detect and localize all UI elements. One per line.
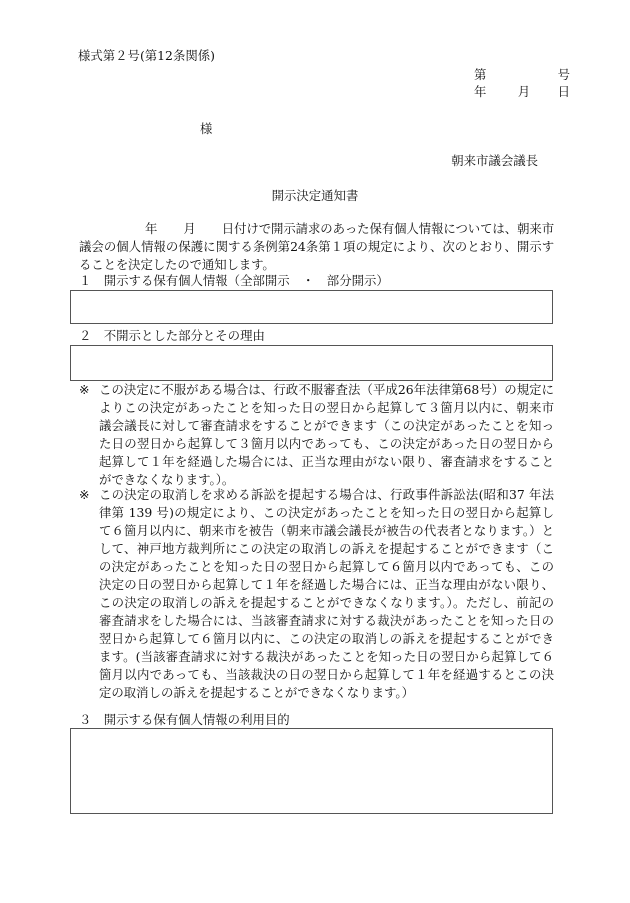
form-number: 様式第２号(第12条関係)	[78, 48, 215, 63]
intro-month: 月	[183, 221, 196, 236]
document-number-suffix: 号	[557, 67, 570, 82]
sender-name: 朝来市議会議長	[451, 153, 538, 168]
section-2-heading: ２ 不開示とした部分とその理由	[79, 328, 265, 343]
section-3-field[interactable]	[70, 728, 553, 814]
date-day-label: 日	[557, 84, 570, 99]
document-title: 開示決定通知書	[271, 188, 359, 203]
intro-paragraph	[79, 220, 554, 274]
note-appeal	[79, 381, 554, 489]
section-2-field[interactable]	[70, 345, 553, 381]
note-lawsuit	[79, 486, 554, 702]
recipient-suffix: 様	[200, 121, 213, 136]
section-1-heading: １ 開示する保有個人情報（全部開示 ・ 部分開示）	[79, 273, 389, 288]
document-number-prefix: 第	[474, 67, 487, 82]
section-1-field[interactable]	[70, 290, 553, 324]
date-month-label: 月	[517, 84, 531, 99]
note-mark: ※	[79, 487, 90, 502]
section-3-heading: ３ 開示する保有個人情報の利用目的	[79, 712, 290, 727]
intro-year: 年	[145, 221, 158, 236]
date-year-label: 年	[474, 84, 487, 99]
intro-text: 日付けで開示請求のあった保有個人情報については、朝来市議会の個人情報の保護に関する条例第24条第１項の規定により、次のとおり、開示することを決定したので通知します。	[79, 221, 554, 272]
document-number	[474, 66, 570, 84]
document-date	[474, 83, 570, 101]
note-text: この決定の取消しを求める訴訟を提起する場合は、行政事件訴訟法(昭和37 年法律第 139 号)の規定により、この決定があったことを知った日の翌日から起算して６箇月以内に、朝来市を被告（朝来市議会議長が被告の代表者となります。）として、神戸地方裁判所にこの決定の取消しの訴えを提起することができます（この決定があったことを知った日の翌日から起算して６箇月以内であっても、この決定の日の翌日から起算して１年を経過した場合には、正当な理由がない限り、この決定の取消しの訴えを提起することができなくなります。）。ただし、前記の審査請求をした場合には、当該審査請求に対する裁決があったことを知った日の翌日から起算して６箇月以内に、この決定の取消しの訴えを提起することができます。(当該審査請求に対する裁決があったことを知った日の翌日から起算して６箇月以内であっても、当該裁決の日の翌日から起算して１年を経過するとこの決定の取消しの訴えを提起することができなくなります。）	[99, 487, 554, 700]
note-text: この決定に不服がある場合は、行政不服審査法（平成26年法律第68号）の規定によりこの決定があったことを知った日の翌日から起算して３箇月以内に、朝来市議会議長に対して審査請求をすることができます（この決定があったことを知った日の翌日から起算して３箇月以内であっても、この決定があった日の翌日から起算して１年を経過した場合には、正当な理由がない限り、審査請求をすることができなくなります。）。	[99, 382, 554, 487]
note-mark: ※	[79, 382, 90, 397]
